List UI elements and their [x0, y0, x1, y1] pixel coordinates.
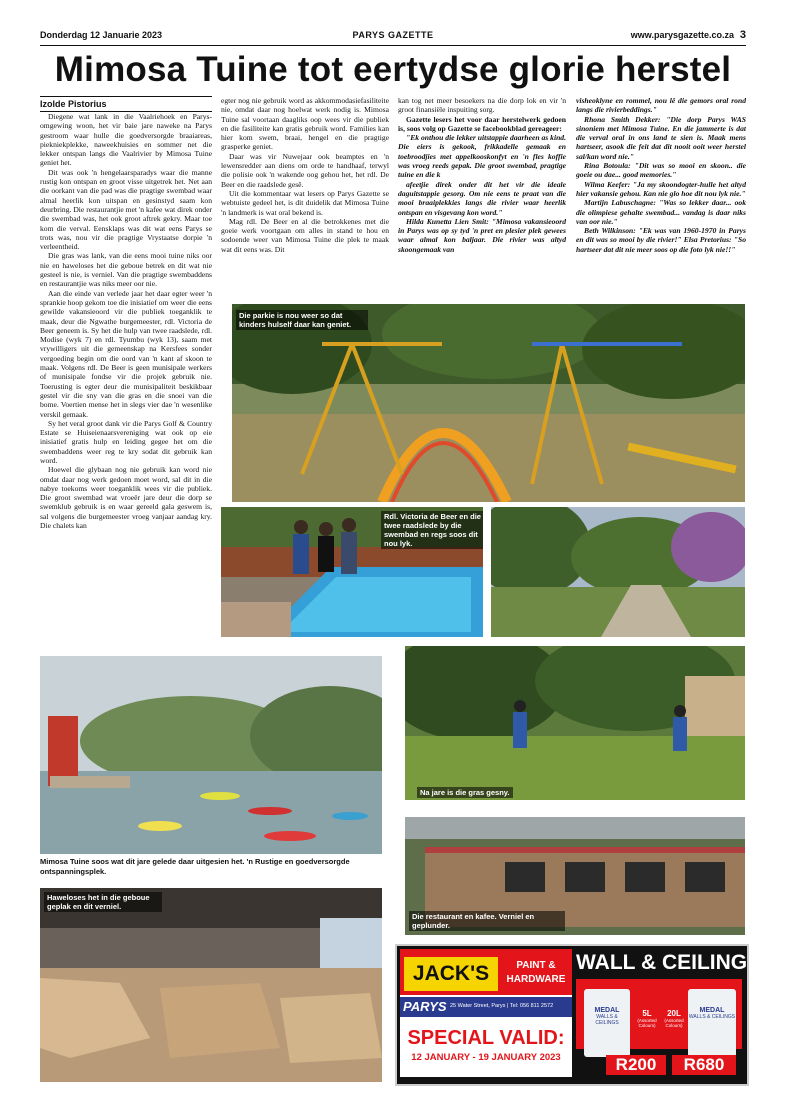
- reader-quote: Hilda Kunetta Lien Smit: "Mimosa vakansieoord in Parys was op sy tyd 'n pret en plesier plek gewees waar almal kon baljaar. Die rivier was altyd skoongemaak van: [398, 216, 566, 254]
- garden-photo: [491, 507, 745, 637]
- caption-pool: Rdl. Victoria de Beer en die twee raadslede by die swembad en regs soos dit nou lyk.: [381, 511, 483, 549]
- article-column-3: [398, 96, 566, 296]
- article-column-1: [40, 112, 212, 717]
- header-rule: [40, 45, 746, 46]
- article-column-4: [576, 96, 746, 296]
- paragraph: egter nog nie gebruik word as akkommodasiefasiliteite nie, omdat daar nog hoelwat werk nodig is. Mimosa Tuine sal voortaan daagliks oop wees vir die publiek en die fasiliteite kan gratis gebruik word. Families kan hier kom swem, braai, hengel en die pragtige grasperke geniet.: [221, 96, 389, 152]
- paragraph: Sy het veral groot dank vir die Parys Golf & Country Estate se Huiseienaarsvereniging wat ook op eie inisiatief gratis hulp en leiding gegee het om die swembaddens weer reg te kry sodat dit gebruik kan word.: [40, 418, 212, 465]
- ad-town: PARYS: [403, 999, 447, 1014]
- paint-tin-20l: MEDAL WALLS & CEILINGS: [688, 989, 736, 1057]
- caption-homeless: Haweloses het in die geboue geplak en dit verniel.: [44, 892, 162, 912]
- caption-old-photo: Mimosa Tuine soos wat dit jare gelede daar uitgesien het. 'n Rustige en goedversorgde ontspanningsplek.: [40, 857, 350, 876]
- caption-restaurant: Die restaurant en kafee. Verniel en geplunder.: [409, 911, 565, 931]
- paragraph: Die gras was lank, van die eens mooi tuine niks oor nie en haweloses het die geboue betrek en dit wat nie gesteel is nie, is verniel. Van die pragtige swembaddens en restaurantjie was niks meer oor nie.: [40, 251, 212, 289]
- byline: Izolde Pistorius: [40, 96, 212, 112]
- reader-quote: afeetjie direk onder dit het vir die ideale daguitstappie gesorg. Om nie eens te praat van die mooi braaiplekkies langs die rivier waar heerlik ontspan en visgevang kon word.": [398, 179, 566, 217]
- subheading: Gazette lesers het voor daar herstelwerk gedoen is, soos volg op Gazette se facebookblad gereageer:: [398, 114, 566, 133]
- reader-quote: Beth Wilkinson: "Ek was van 1960-1970 in Parys en dit was so mooi by die rivier!" Elsa Pretorius: "So hartseer dat dit nie meer soos op die foto lyk nie!!": [576, 226, 746, 254]
- paragraph: Dit was ook 'n hengelaarsparadys waar die manne rustig kon ontspan en groot visse uitgetrek het. Net aan die oorkant van die pad was die pragtige swembad waar almal heerlik kon uitspan en gesinstyd saam kon deurbring. Die restaurantjie met 'n kafee wat direk onder die swembad was, het ook groot aftrek gekry. Maar toe kom die verval. Eensklaps was dit wat eens Parys se trots was, nou vir die pragtige Vrystaatse dorpie 'n verleentheid.: [40, 167, 212, 252]
- address-bar: [400, 997, 572, 1017]
- paragraph: kan tog net meer besoekers na die dorp lok en vir 'n groot finansiële inspuiting sorg.: [398, 96, 566, 115]
- paragraph: Daar was vir Nuwejaar ook beamptes en 'n lewensredder aan diens om orde te handhaaf, terwyl die polisie ook 'n wakende oog gehou het, het rdl. De Beer en die raadslede gesê.: [221, 151, 389, 189]
- caption-grass: Na jare is die gras gesny.: [417, 787, 513, 798]
- jacks-advert[interactable]: [395, 944, 749, 1086]
- pool-photo: [221, 507, 483, 637]
- paper-url: www.parysgazette.co.za: [630, 30, 734, 40]
- reader-quote: Rina Botoula: "Dit was so mooi en skoon.. die goeie ou dae... good memories.": [576, 161, 746, 180]
- caption-park: Die parkie is nou weer so dat kinders hulself daar kan geniet.: [236, 310, 368, 330]
- paragraph: Uit die kommentaar wat lesers op Parys Gazette se webtuiste gedeel het, is dit duidelik dat Mimosa Tuine 'n landmerk is wat oral bekend is.: [221, 188, 389, 217]
- paper-name: PARYS GAZETTE: [352, 30, 434, 40]
- brand-tagline: PAINT & HARDWARE: [506, 960, 566, 985]
- paragraph: Mag rdl. De Beer en al die betrokkenes met die goeie werk voortgaan om alles in stand te hou en sodoende weer van Mimosa Tuine die plek te maak wat dit eens was. Dit: [221, 216, 389, 254]
- old-river-photo: [40, 656, 382, 854]
- brand-box: [404, 957, 498, 991]
- paragraph: Hoewel die glybaan nog nie gebruik kan word nie omdat daar nog werk gedoen moet word, sal dit in die nabye toekoms weer toeganklik wees vir die publiek. Die groot swembad wat vroeër jare deur die dorp se swemklub gebruik is en waar gereeld gala geswem is, sal volgens die burgemeester vroeg vanjaar aandag kry. Die chalets kan: [40, 465, 212, 531]
- price-20l: R680: [672, 1055, 736, 1075]
- ad-right-panel: [576, 949, 748, 1077]
- size-5l: 5L (Assorted Colours): [637, 1009, 657, 1028]
- playground-photo: [232, 304, 745, 502]
- paragraph: Aan die einde van verlede jaar het daar egter weer 'n sprankie hoop gekom toe die inisiatief om weer die eens gewilde vakansieoord vir die publiek toeganklik te maak, deur die Ngwathe burgemeester, rdl. Victoria de Beer geneem is. Sy het die hulp van twee raadslede, rdl. Modise (wyk 7) en rdl. Tyumbu (wyk 13), saam met vrywilligers uit die gemeenskap na Kersfees sonder vergoeding begin om die oord van 'n kant af skoon te maak. Volgens rdl. De Beer is geen munisipale werkers of munisipale fondse vir die projek gebruik nie. Toerusting is egter deur die munisipaliteit beskikbaar gestel vir die sny van die gras en die snoei van die bome. Voertien mense het in slegs vier dae 'n wesenlike verskil gemaak.: [40, 288, 212, 419]
- page-number: 3: [739, 29, 746, 41]
- reader-quote: Rhona Smith Dekker: "Die dorp Parys WAS sinoniem met Mimosa Tuine. En die jammerte is dat die verval oral in ons land te sien is. Maak mens hartseer, asook die feit dat dit nooit ooit weer herstel sal/kan word nie.": [576, 114, 746, 161]
- product-title: WALL & CEILING: [576, 951, 748, 974]
- ad-left-panel: [400, 949, 572, 1077]
- paragraph: Diegene wat lank in die Vaalriehoek en Parys-omgewing woon, het vir baie jare naweke na Parys gestroom waar hulle die goedversorgde braaiareas, piekniekplekke, naweekhuisies en sommer net die lekker ontspan langs die Vaalrivier by Mimosa Tuine geniet het.: [40, 112, 212, 168]
- damaged-interior-photo: [40, 888, 382, 1082]
- ad-address: 25 Water Street, Parys | Tel: 056 811 2572: [450, 1003, 554, 1009]
- price-5l: R200: [606, 1055, 666, 1075]
- headline: Mimosa Tuine tot eertydse glorie herstel: [54, 50, 732, 89]
- reader-quote: "Ek onthou die lekker uitstappie daarheen as kind. Die eiers is gekook, frikkadelle gemaak en toebroodjies met appelkooskonfyt en 'n fles koffie was vroeg reeds gepak. Die groot swembad, pragtige tuine en die k: [398, 133, 566, 180]
- restaurant-photo: [405, 817, 745, 935]
- article-column-2: [221, 96, 389, 296]
- reader-quote: visheoklyne en rommel, nou lê die gemors oral rond langs die rivierbeddings.": [576, 96, 746, 115]
- reader-quote: Wilma Keefer: "Ja my skoondogter-hulle het altyd hier vakansie gehou. Kan nie glo hoe dit nou lyk nie.": [576, 179, 746, 198]
- page-header: [40, 30, 746, 44]
- grass-cutting-photo: [405, 646, 745, 800]
- size-20l: 20L (Assorted Colours): [664, 1009, 684, 1028]
- special-dates: 12 JANUARY - 19 JANUARY 2023: [411, 1052, 561, 1063]
- special-label: SPECIAL VALID:: [407, 1027, 565, 1049]
- issue-date: Donderdag 12 Januarie 2023: [40, 30, 163, 40]
- brand-name: JACK'S: [412, 962, 490, 985]
- paint-tin-5l: MEDAL WALLS & CEILINGS: [584, 989, 630, 1057]
- reader-quote: Martijn Labuschagne: "Was so lekker daar... ook die olimpiese gehalte swembad... vandag is daar niks van oor nie.": [576, 198, 746, 226]
